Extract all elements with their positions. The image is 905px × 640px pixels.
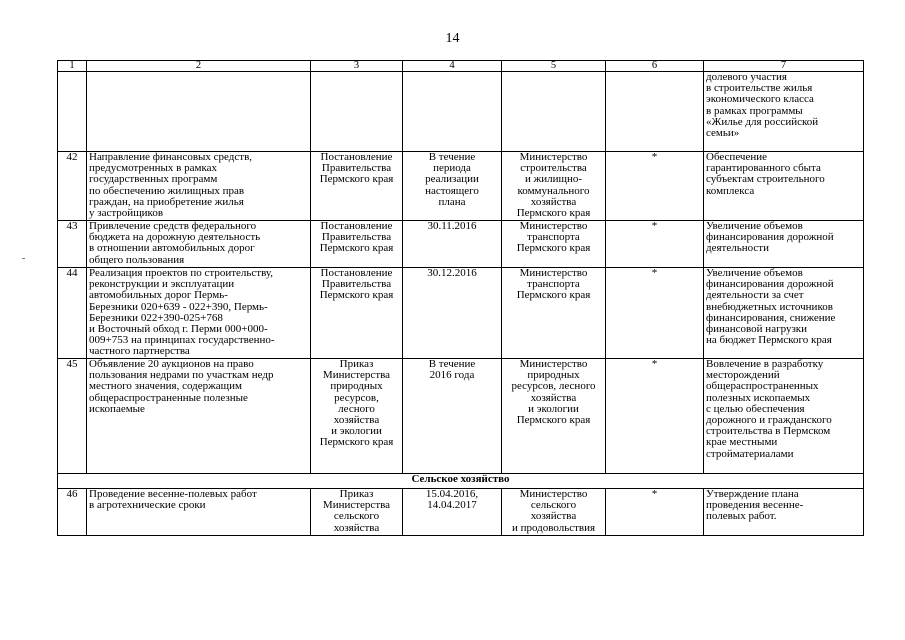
event-cell-line: общего пользования: [89, 253, 185, 266]
executor-cell-line: природных: [527, 369, 580, 382]
result-cell-line: на бюджет Пермского края: [706, 334, 832, 347]
event-cell-line: автомобильных дорог Пермь-: [89, 289, 228, 302]
document-cell: [311, 268, 403, 359]
event-cell-line: и Восточный обход г. Перми 000+000-: [89, 323, 268, 336]
row-number: 42: [58, 152, 87, 221]
executor-cell-line: Пермского края: [516, 289, 591, 302]
document-cell-line: Правительства: [321, 278, 392, 291]
row-number: 45: [58, 359, 87, 474]
result-cell-line: финансирования, снижение: [706, 311, 836, 324]
executor-cell-line: и экологии: [528, 402, 579, 415]
event-cell-line: Реализация проектов по строительству,: [89, 267, 274, 279]
document-cell-line: хозяйства: [333, 521, 380, 534]
empty-cell: [502, 72, 606, 152]
table-row: [58, 221, 864, 268]
event-cell-line: в агротехнические сроки: [89, 499, 206, 512]
event-cell-line: Березники 020+639 - 022+390, Пермь-: [89, 300, 268, 313]
result-cell: [704, 268, 864, 359]
event-cell-line: Объявление 20 аукционов на право: [89, 358, 254, 370]
result-cell-line: Увеличение объемов: [706, 220, 803, 232]
result-cell-line: крае местными: [706, 436, 778, 449]
row-number: 44: [58, 268, 87, 359]
result-cell: [704, 489, 864, 536]
mark-cell: *: [606, 152, 704, 221]
term-cell: [403, 152, 502, 221]
result-cell-line: полезных ископаемых: [706, 391, 811, 404]
result-cell: [704, 221, 864, 268]
document-cell-line: Постановление: [320, 267, 393, 279]
executor-cell-line: Министерство: [519, 488, 588, 500]
event-cell-line: ископаемые: [89, 402, 145, 415]
result-cell-line: в рамках программы: [706, 104, 803, 117]
event-cell-line: государственных программ: [89, 173, 218, 186]
result-cell-line: общераспространенных: [706, 380, 819, 393]
document-cell: [311, 152, 403, 221]
document-cell-line: Пермского края: [319, 173, 394, 186]
empty-cell: [403, 72, 502, 152]
term-cell: [403, 221, 502, 268]
result-cell-line: полевых работ.: [706, 510, 777, 523]
result-cell-line: месторождений: [706, 369, 780, 382]
mark-cell: *: [606, 359, 704, 474]
result-cell: [704, 72, 864, 152]
term-cell-line: 30.12.2016: [427, 267, 477, 279]
term-cell-line: 15.04.2016,: [425, 488, 479, 500]
event-cell-line: 009+753 на принципах государственно-: [89, 334, 275, 347]
document-cell-line: Правительства: [321, 231, 392, 244]
executor-cell-line: хозяйства: [530, 391, 577, 404]
document-cell-line: Постановление: [320, 151, 393, 163]
executor-cell-line: коммунального: [517, 184, 590, 197]
result-cell: [704, 359, 864, 474]
term-cell-line: плана: [438, 195, 466, 208]
measures-table: [57, 60, 864, 536]
table-row: [58, 489, 864, 536]
document-cell-line: лесного: [338, 402, 375, 415]
document-cell-line: Правительства: [321, 162, 392, 175]
document-cell-line: ресурсов,: [334, 391, 379, 404]
term-cell: [403, 268, 502, 359]
executor-cell-line: транспорта: [527, 231, 580, 244]
term-cell-line: 2016 года: [429, 369, 475, 382]
result-cell-line: внебюджетных источников: [706, 300, 833, 313]
document-cell-line: сельского: [333, 510, 380, 523]
page-number: 14: [445, 31, 460, 46]
result-cell-line: Вовлечение в разработку: [706, 358, 824, 370]
column-number-4: 4: [403, 61, 502, 72]
result-cell-line: строительства в Пермском: [706, 425, 831, 438]
term-cell-line: В течение: [428, 151, 476, 163]
term-cell-line: настоящего: [425, 184, 479, 197]
result-cell: [704, 152, 864, 221]
event-cell-line: Проведение весенне-полевых работ: [89, 488, 257, 500]
table-row: [58, 152, 864, 221]
column-number-5: 5: [502, 61, 606, 72]
executor-cell: [502, 489, 606, 536]
executor-cell-line: ресурсов, лесного: [511, 380, 596, 393]
executor-cell: [502, 221, 606, 268]
margin-mark: [22, 258, 25, 259]
result-cell-line: экономического класса: [706, 93, 814, 106]
document-cell-line: Министерства: [322, 499, 391, 512]
row-number: 43: [58, 221, 87, 268]
column-number-1: 1: [58, 61, 87, 72]
executor-cell-line: транспорта: [527, 278, 580, 291]
document-cell-line: Пермского края: [319, 242, 394, 255]
table-row-continuation: [58, 72, 864, 152]
result-cell-line: с целью обеспечения: [706, 402, 805, 415]
result-cell-line: гарантированного сбыта: [706, 162, 821, 175]
result-cell-line: деятельности: [706, 242, 769, 255]
executor-cell-line: сельского: [530, 499, 577, 512]
result-cell-line: деятельности за счет: [706, 289, 804, 302]
result-cell-line: в строительстве жилья: [706, 82, 813, 95]
executor-cell-line: хозяйства: [530, 195, 577, 208]
document-cell: [311, 359, 403, 474]
executor-cell: [502, 359, 606, 474]
mark-cell: *: [606, 221, 704, 268]
result-cell-line: стройматериалами: [706, 447, 794, 460]
result-cell-line: Обеспечение: [706, 151, 767, 163]
result-cell-line: проведения весенне-: [706, 499, 804, 512]
document-cell-line: Министерства: [322, 369, 391, 382]
event-cell-line: Березники 022+390-025+768: [89, 311, 223, 324]
event-cell-line: Привлечение средств федерального: [89, 220, 257, 232]
document-cell-line: Приказ: [339, 358, 374, 370]
event-cell-line: реконструкции и эксплуатации: [89, 278, 235, 291]
document-cell-line: Приказ: [339, 488, 374, 500]
event-cell: [87, 489, 311, 536]
executor-cell-line: Министерство: [519, 151, 588, 163]
event-cell-line: по обеспечению жилищных прав: [89, 184, 245, 197]
table-row: [58, 268, 864, 359]
executor-cell: [502, 152, 606, 221]
result-cell-line: финансирования дорожной: [706, 231, 834, 244]
event-cell-line: в отношении автомобильных дорог: [89, 242, 255, 255]
section-title: Сельское хозяйство: [58, 474, 864, 489]
event-cell: [87, 152, 311, 221]
event-cell-line: у застройщиков: [89, 207, 164, 220]
table-row: [58, 359, 864, 474]
event-cell-line: бюджета на дорожную деятельность: [89, 231, 261, 244]
column-number-3: 3: [311, 61, 403, 72]
executor-cell-line: Пермского края: [516, 242, 591, 255]
event-cell-line: частного партнерства: [89, 345, 190, 358]
row-number: 46: [58, 489, 87, 536]
empty-cell: [606, 72, 704, 152]
column-number-row: [58, 61, 864, 72]
document-cell: [311, 489, 403, 536]
result-cell-line: Увеличение объемов: [706, 267, 803, 279]
column-number-2: 2: [87, 61, 311, 72]
executor-cell-line: Министерство: [519, 358, 588, 370]
term-cell: [403, 359, 502, 474]
event-cell: [87, 268, 311, 359]
result-cell-line: комплекса: [706, 184, 755, 197]
mark-cell: *: [606, 268, 704, 359]
event-cell-line: общераспространенные полезные: [89, 391, 248, 404]
empty-cell: [58, 72, 87, 152]
result-cell-line: Утверждение плана: [706, 488, 799, 500]
event-cell-line: местного значения, содержащим: [89, 380, 242, 393]
result-cell-line: финансирования дорожной: [706, 278, 834, 291]
executor-cell-line: и продовольствия: [511, 521, 596, 534]
document-cell: [311, 221, 403, 268]
column-number-6: 6: [606, 61, 704, 72]
term-cell-line: В течение: [428, 358, 476, 370]
section-row: [58, 474, 864, 489]
event-cell-line: граждан, на приобретение жилья: [89, 195, 244, 208]
term-cell: [403, 489, 502, 536]
event-cell: [87, 359, 311, 474]
executor-cell: [502, 268, 606, 359]
event-cell-line: предусмотренных в рамках: [89, 162, 218, 175]
term-cell-line: 14.04.2017: [427, 499, 477, 512]
term-cell-line: периода: [433, 162, 471, 175]
event-cell-line: Направление финансовых средств,: [89, 151, 253, 163]
event-cell: [87, 221, 311, 268]
document-cell-line: хозяйства: [333, 414, 380, 427]
result-cell-line: семьи»: [706, 127, 740, 140]
executor-cell-line: хозяйства: [530, 510, 577, 523]
result-cell-line: «Жилье для российской: [706, 115, 819, 128]
document-cell-line: и экологии: [331, 425, 382, 438]
term-cell-line: 30.11.2016: [427, 220, 477, 232]
empty-cell: [87, 72, 311, 152]
column-number-7: 7: [704, 61, 864, 72]
executor-cell-line: Министерство: [519, 220, 588, 232]
mark-cell: *: [606, 489, 704, 536]
executor-cell-line: Министерство: [519, 267, 588, 279]
document-cell-line: Постановление: [320, 220, 393, 232]
executor-cell-line: Пермского края: [516, 207, 591, 220]
document-cell-line: Пермского края: [319, 289, 394, 302]
empty-cell: [311, 72, 403, 152]
result-cell-line: финансовой нагрузки: [706, 323, 808, 336]
result-cell-line: дорожного и гражданского: [706, 414, 832, 427]
result-cell-line: субъектам строительного: [706, 173, 825, 186]
executor-cell-line: строительства: [520, 162, 587, 175]
result-cell-line: долевого участия: [706, 71, 787, 83]
document-cell-line: природных: [330, 380, 383, 393]
executor-cell-line: и жилищно-: [524, 173, 583, 186]
event-cell-line: пользования недрами по участкам недр: [89, 369, 274, 382]
term-cell-line: реализации: [425, 173, 479, 186]
document-cell-line: Пермского края: [319, 436, 394, 449]
executor-cell-line: Пермского края: [516, 414, 591, 427]
